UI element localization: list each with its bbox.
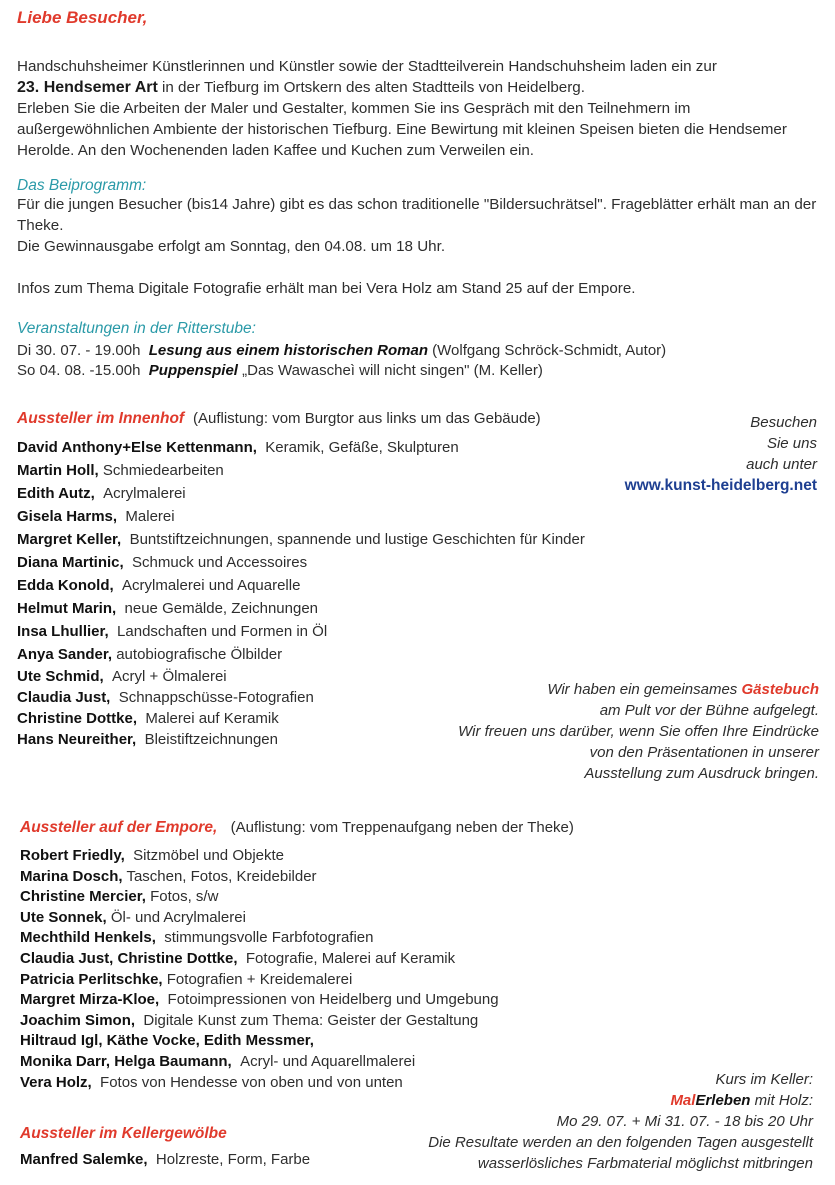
exhibitor-desc: Fotos von Hendesse von oben und von unten	[100, 1073, 403, 1091]
exhibitor-name: Mechthild Henkels,	[20, 929, 156, 947]
guestbook-line: Ausstellung zum Ausdruck bringen.	[584, 765, 819, 782]
event-date: So 04. 08. -15.00h	[17, 362, 141, 379]
exhibitor-desc: Malerei	[125, 508, 175, 525]
exhibitor-row	[20, 867, 499, 888]
kurs-line: Mo 29. 07. + Mi 31. 07. - 18 bis 20 Uhr	[556, 1113, 813, 1130]
exhibitor-row	[20, 1011, 499, 1032]
exhibitor-row	[20, 908, 499, 929]
exhibitor-row	[17, 551, 585, 574]
guestbook-highlight: Gästebuch	[741, 681, 819, 698]
exhibitor-name: Claudia Just, Christine Dottke,	[20, 949, 238, 967]
exhibitor-name: Manfred Salemke,	[20, 1151, 148, 1168]
empore-heading: Aussteller auf der Empore,	[20, 819, 218, 836]
exhibitor-name: Joachim Simon,	[20, 1011, 136, 1029]
exhibitor-name: Gisela Harms,	[17, 508, 118, 525]
kurs-erleben: Erleben	[695, 1092, 751, 1109]
guestbook-line: Wir freuen uns darüber, wenn Sie offen Ihre Eindrücke	[458, 723, 819, 740]
exhibitor-desc: Fotografien + Kreidemalerei	[166, 970, 353, 988]
exhibitor-desc: stimmungsvolle Farbfotografien	[164, 929, 374, 947]
exhibitor-row	[20, 887, 499, 908]
exhibitor-row	[17, 505, 585, 528]
exhibitor-desc: Acryl- und Aquarellmalerei	[240, 1052, 416, 1070]
event-detail: „Das Wawascheì will nicht singen" (M. Keller)	[242, 362, 543, 379]
exhibitor-row	[17, 528, 585, 551]
kurs-line: wasserlösliches Farbmaterial möglichst mitbringen	[477, 1155, 813, 1172]
guestbook-line	[399, 679, 819, 700]
exhibitor-name: Margret Keller,	[17, 531, 122, 548]
empore-note: (Auflistung: vom Treppenaufgang neben der Theke)	[230, 819, 574, 836]
visit-box	[557, 412, 817, 496]
intro-line: Handschuhsheimer Künstlerinnen und Künstler sowie der Stadtteilverein Handschuhsheim laden ein zur	[17, 58, 717, 75]
exhibitor-desc: Keramik, Gefäße, Skulpturen	[265, 439, 459, 456]
exhibitor-name: Helmut Marin,	[17, 600, 117, 617]
exhibitor-row	[20, 846, 499, 867]
exhibitor-name: Christine Dottke,	[17, 710, 138, 727]
innenhof-note: (Auflistung: vom Burgtor aus links um das Gebäude)	[192, 410, 541, 427]
exhibitor-desc: autobiografische Ölbilder	[116, 646, 283, 663]
exhibitor-name: Claudia Just,	[17, 689, 111, 706]
exhibitor-desc: Buntstiftzeichnungen, spannende und lustige Geschichten für Kinder	[129, 531, 585, 548]
kurs-line: Kurs im Keller:	[715, 1071, 813, 1088]
exhibitor-desc: Schmuck und Accessoires	[132, 554, 308, 571]
exhibitor-desc: Schnappschüsse-Fotografien	[118, 689, 314, 706]
exhibitor-row	[20, 1031, 499, 1052]
exhibitor-name: Martin Holl,	[17, 462, 99, 479]
exhibitor-desc: neue Gemälde, Zeichnungen	[124, 600, 319, 617]
event-date: Di 30. 07. - 19.00h	[17, 342, 141, 359]
exhibitor-desc: Fotos, s/w	[150, 888, 219, 906]
exhibitor-desc: Digitale Kunst zum Thema: Geister der Gestaltung	[143, 1011, 479, 1029]
exhibitor-name: Patricia Perlitschke,	[20, 970, 163, 988]
exhibitor-name: Anya Sander,	[17, 646, 113, 663]
digitale-fotografie-info: Infos zum Thema Digitale Fotografie erhält man bei Vera Holz am Stand 25 auf der Empore.	[17, 280, 636, 297]
guestbook-note	[399, 679, 819, 784]
exhibitor-name: Ute Schmid,	[17, 668, 104, 685]
event-title: Puppenspiel	[148, 362, 238, 379]
beiprogramm-gewinn: Die Gewinnausgabe erfolgt am Sonntag, den 04.08. um 18 Uhr.	[17, 238, 446, 255]
exhibitor-desc: Taschen, Fotos, Kreidebilder	[126, 867, 317, 885]
intro-event-rest: in der Tiefburg im Ortskern des alten Stadtteils von Heidelberg.	[157, 79, 585, 96]
exhibitor-desc: Öl- und Acrylmalerei	[110, 908, 246, 926]
intro-event-line	[17, 77, 817, 98]
exhibitor-desc: Bleistiftzeichnungen	[144, 731, 278, 748]
exhibitor-row	[17, 482, 585, 505]
innenhof-heading: Aussteller im Innenhof	[17, 410, 185, 427]
exhibitor-name: Diana Martinic,	[17, 554, 124, 571]
intro-paragraph	[17, 56, 817, 161]
event-detail: (Wolfgang Schröck-Schmidt, Autor)	[432, 342, 667, 359]
exhibitor-desc: Acryl + Ölmalerei	[112, 668, 227, 685]
exhibitor-desc: Sitzmöbel und Objekte	[133, 847, 285, 864]
event-row	[17, 340, 666, 361]
exhibitor-row	[17, 597, 585, 620]
exhibitor-name: Edith Autz,	[17, 485, 95, 502]
exhibitor-row	[17, 574, 585, 597]
exhibitor-desc: Acrylmalerei und Aquarelle	[122, 577, 301, 594]
exhibitor-row	[20, 1148, 310, 1171]
exhibitor-desc: Fotografie, Malerei auf Keramik	[245, 949, 456, 967]
event-name: 23. Hendsemer Art	[17, 79, 158, 96]
exhibitor-desc: Fotoimpressionen von Heidelberg und Umgebung	[167, 991, 499, 1009]
guestbook-text: Wir haben ein gemeinsames	[547, 681, 742, 698]
exhibitor-name: Hans Neureither,	[17, 731, 137, 748]
exhibitor-name: Christine Mercier,	[20, 888, 146, 906]
exhibitor-desc: Landschaften und Formen in Öl	[117, 623, 328, 640]
guestbook-line: am Pult vor der Bühne aufgelegt.	[599, 702, 819, 719]
exhibitor-row	[17, 643, 585, 666]
exhibitor-name: Robert Friedly,	[20, 847, 125, 864]
website-link[interactable]: www.kunst-heidelberg.net	[624, 477, 817, 494]
event-row	[17, 360, 543, 381]
exhibitor-name: Insa Lhullier,	[17, 623, 109, 640]
exhibitor-name: Edda Konold,	[17, 577, 114, 594]
innenhof-heading-row	[17, 410, 541, 428]
exhibitor-row	[17, 459, 585, 482]
exhibitor-row	[20, 970, 499, 991]
ritterstube-heading: Veranstaltungen in der Ritterstube:	[17, 320, 256, 337]
keller-heading: Aussteller im Kellergewölbe	[20, 1125, 227, 1142]
exhibitor-desc: Schmiedearbeiten	[102, 462, 224, 479]
guestbook-line: von den Präsentationen in unserer	[589, 744, 819, 761]
empore-list	[20, 846, 499, 1093]
exhibitor-name: Monika Darr, Helga Baumann,	[20, 1052, 232, 1070]
event-title: Lesung aus einem historischen Roman	[148, 342, 428, 359]
exhibitor-row	[17, 436, 585, 459]
kurs-line	[383, 1090, 813, 1111]
beiprogramm-text: Für die jungen Besucher (bis14 Jahre) gibt es das schon traditionelle "Bildersuchrätsel". Frageblätter erhält man an der Theke.	[17, 196, 817, 234]
intro-text: Erleben Sie die Arbeiten der Maler und Gestalter, kommen Sie ins Gespräch mit den Teilnehmern im außergewöhnlichen Ambiente der historischen Tiefburg. Eine Bewirtung mit kleinen Speisen bieten die Hendsemer Herolde. An den Wochenenden laden Kaffee und Kuchen zum Verweilen ein.	[17, 100, 787, 159]
exhibitor-name: Marina Dosch,	[20, 867, 123, 885]
kurs-rest: mit Holz:	[750, 1092, 813, 1109]
kurs-line: Die Resultate werden an den folgenden Tagen ausgestellt	[428, 1134, 813, 1151]
exhibitor-name: Vera Holz,	[20, 1073, 92, 1091]
exhibitor-row	[20, 949, 499, 970]
exhibitor-row	[20, 990, 499, 1011]
exhibitor-name: Hiltraud Igl, Käthe Vocke, Edith Messmer,	[20, 1032, 314, 1050]
greeting-heading: Liebe Besucher,	[17, 8, 148, 27]
exhibitor-row	[17, 620, 585, 643]
exhibitor-name: Ute Sonnek,	[20, 908, 107, 926]
visit-line: Sie uns	[766, 435, 817, 452]
visit-line: Besuchen	[750, 414, 817, 431]
exhibitor-row	[20, 928, 499, 949]
beiprogramm-heading: Das Beiprogramm:	[17, 177, 147, 194]
visit-line: auch unter	[746, 456, 817, 473]
exhibitor-desc: Holzreste, Form, Farbe	[155, 1151, 311, 1168]
kurs-box	[383, 1069, 813, 1174]
exhibitor-desc: Acrylmalerei	[103, 485, 186, 502]
exhibitor-name: Margret Mirza-Kloe,	[20, 991, 160, 1009]
exhibitor-desc: Malerei auf Keramik	[145, 710, 279, 727]
empore-heading-row	[20, 819, 574, 837]
exhibitor-name: David Anthony+Else Kettenmann,	[17, 439, 257, 456]
kurs-mal: Mal	[670, 1092, 696, 1109]
